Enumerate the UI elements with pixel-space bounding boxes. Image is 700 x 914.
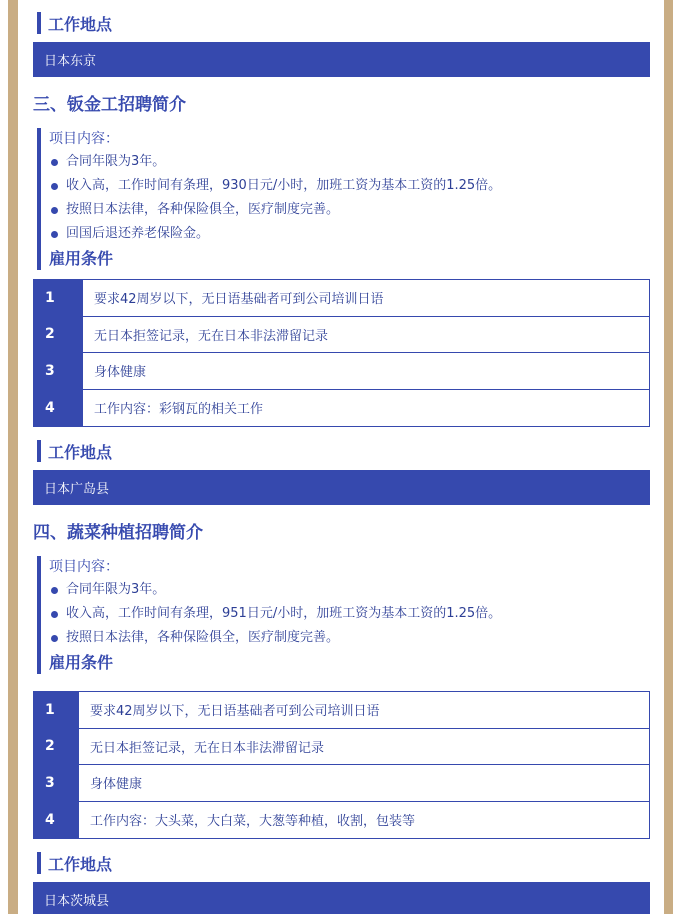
row-number: 3	[34, 765, 79, 801]
row-number: 3	[34, 353, 83, 389]
bullet-item	[49, 222, 501, 246]
conditions-heading: 雇用条件	[49, 653, 114, 672]
table-row	[34, 802, 649, 839]
conditions-table	[33, 691, 650, 839]
heading-accent-bar	[37, 440, 41, 462]
project-bullet-list	[49, 578, 501, 650]
bullet-text: 收入高，工作时间有条理，930日元/小时，加班工资为基本工资的1.25倍。	[66, 178, 502, 193]
bullet-item	[49, 198, 501, 222]
heading-accent-bar	[37, 852, 41, 874]
bullet-dot-icon	[51, 231, 58, 238]
right-frame-border	[664, 0, 673, 914]
location-heading-text: 工作地点	[48, 14, 113, 34]
location-heading-text: 工作地点	[48, 854, 113, 874]
row-text: 工作内容：彩钢瓦的相关工作	[94, 402, 264, 418]
row-text: 身体健康	[94, 365, 147, 381]
bullet-text: 按照日本法律，各种保险俱全，医疗制度完善。	[66, 202, 340, 217]
bullet-text: 按照日本法律，各种保险俱全，医疗制度完善。	[66, 630, 340, 645]
location-band: 日本广岛县	[33, 470, 650, 505]
row-text: 要求42周岁以下，无日语基础者可到公司培训日语	[94, 292, 384, 308]
table-row	[34, 390, 649, 427]
bullet-item	[49, 578, 501, 602]
bullet-dot-icon	[51, 159, 58, 166]
table-row	[34, 729, 649, 766]
project-content-block	[37, 556, 501, 674]
bullet-text: 收入高，工作时间有条理，951日元/小时，加班工资为基本工资的1.25倍。	[66, 606, 502, 621]
bullet-item	[49, 602, 501, 626]
section-title: 三、钣金工招聘简介	[33, 95, 186, 115]
location-heading	[37, 440, 112, 462]
location-heading-text: 工作地点	[48, 442, 113, 462]
table-row	[34, 692, 649, 729]
table-row	[34, 353, 649, 390]
location-band: 日本东京	[33, 42, 650, 77]
conditions-table	[33, 279, 650, 427]
section-title: 四、蔬菜种植招聘简介	[33, 523, 203, 543]
project-label: 项目内容：	[49, 559, 119, 575]
conditions-heading: 雇用条件	[49, 249, 114, 268]
row-number: 4	[34, 802, 79, 839]
row-number: 1	[34, 692, 79, 728]
bullet-dot-icon	[51, 587, 58, 594]
bullet-dot-icon	[51, 635, 58, 642]
row-number: 2	[34, 317, 83, 353]
location-band: 日本茨城县	[33, 882, 650, 914]
bullet-item	[49, 626, 501, 650]
table-row	[34, 765, 649, 802]
bullet-item	[49, 174, 501, 198]
bullet-text: 回国后退还养老保险金。	[66, 226, 210, 241]
bullet-dot-icon	[51, 207, 58, 214]
row-number: 1	[34, 280, 83, 316]
location-heading	[37, 852, 112, 874]
location-heading	[37, 12, 112, 34]
row-number: 4	[34, 390, 83, 427]
row-text: 无日本拒签记录，无在日本非法滞留记录	[90, 740, 325, 756]
row-number: 2	[34, 729, 79, 765]
project-bullet-list	[49, 150, 501, 246]
bullet-item	[49, 150, 501, 174]
bullet-text: 合同年限为3年。	[66, 582, 166, 597]
heading-accent-bar	[37, 12, 41, 34]
bullet-text: 合同年限为3年。	[66, 154, 166, 169]
bullet-dot-icon	[51, 183, 58, 190]
left-frame-border	[8, 0, 18, 914]
row-text: 要求42周岁以下，无日语基础者可到公司培训日语	[90, 704, 380, 720]
row-text: 无日本拒签记录，无在日本非法滞留记录	[94, 328, 329, 344]
bullet-dot-icon	[51, 611, 58, 618]
row-text: 身体健康	[90, 777, 143, 793]
project-label: 项目内容：	[49, 131, 119, 147]
table-row	[34, 280, 649, 317]
row-text: 工作内容：大头菜，大白菜，大葱等种植，收割，包装等	[90, 814, 416, 830]
table-row	[34, 317, 649, 354]
project-content-block	[37, 128, 501, 270]
document-page	[18, 0, 664, 914]
